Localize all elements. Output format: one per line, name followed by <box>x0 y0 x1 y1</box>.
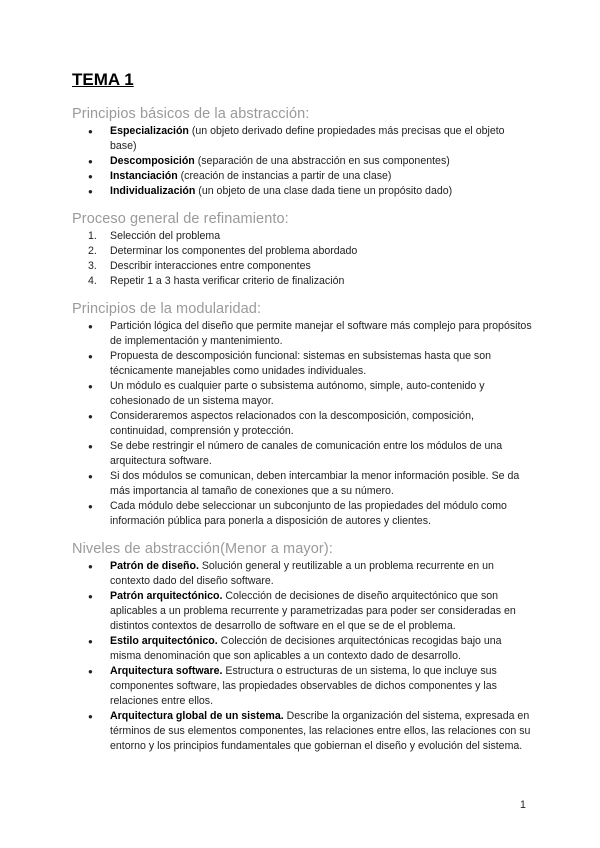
term: Patrón arquitectónico. <box>110 590 223 602</box>
description: (separación de una abstracción en sus componentes) <box>194 155 450 167</box>
item-number: 4. <box>88 275 97 287</box>
section-heading-refinement: Proceso general de refinamiento: <box>72 211 289 227</box>
description: Estructura o estructuras de un sistema, lo que incluye sus componentes software, las propiedades observables de dichos componentes y las relaciones entre ellos. <box>110 665 497 707</box>
item-number: 3. <box>88 260 97 272</box>
description: (un objeto de una clase dada tiene un propósito dado) <box>195 185 453 197</box>
list-item <box>72 154 532 169</box>
description: Solución general y reutilizable a un problema recurrente en un contexto dado del diseño software. <box>110 560 494 587</box>
modularity-principles-list <box>72 319 532 529</box>
list-item <box>72 259 532 274</box>
document-title: TEMA 1 <box>72 70 134 89</box>
abstraction-levels-list <box>72 559 532 754</box>
list-item: ● Si dos módulos se comunican, deben intercambiar la menor información posible. Se da más importancia al tamaño de conexiones que a su número. <box>72 469 532 499</box>
refinement-steps-list <box>72 229 532 289</box>
term: Arquitectura global de un sistema. <box>110 710 284 722</box>
term: Especialización <box>110 125 189 137</box>
list-item: ● Un módulo es cualquier parte o subsistema autónomo, simple, auto-contenido y cohesionado de un sistema mayor. <box>72 379 532 409</box>
description: (creación de instancias a partir de una clase) <box>177 170 392 182</box>
term: Instanciación <box>110 170 178 182</box>
term: Descomposición <box>110 155 195 167</box>
description: Describe la organización del sistema, expresada en términos de sus elementos componentes, las relaciones entre ellos, las relaciones con su entorno y los principios fundamentales que gobiernan el diseño y evolución del sistema. <box>110 710 531 752</box>
abstraction-principles-list <box>72 124 532 199</box>
section-heading-abstraction-levels: Niveles de abstracción(Menor a mayor): <box>72 541 333 557</box>
item-text: Selección del problema <box>110 230 221 242</box>
term: Individualización <box>110 185 196 197</box>
list-item: ● Cada módulo debe seleccionar un subconjunto de las propiedades del módulo como información pública para ponerla a disposición de autores y clientes. <box>72 499 532 529</box>
list-item <box>72 244 532 259</box>
list-item: ● Propuesta de descomposición funcional: sistemas en subsistemas hasta que son técnicamente manejables como unidades individuales. <box>72 349 532 379</box>
list-item <box>72 169 532 184</box>
list-item <box>72 184 532 199</box>
list-item <box>72 124 532 154</box>
list-item: ● Se debe restringir el número de canales de comunicación entre los módulos de una arquitectura software. <box>72 439 532 469</box>
list-item <box>72 664 532 709</box>
item-text: Describir interacciones entre componentes <box>110 260 311 272</box>
description: Colección de decisiones arquitectónicas recogidas bajo una misma denominación que son aplicables a un contexto dado de desarrollo. <box>110 635 502 662</box>
section-heading-abstraction: Principios básicos de la abstracción: <box>72 106 310 122</box>
term: Patrón de diseño. <box>110 560 199 572</box>
description: Colección de decisiones de diseño arquitectónico que son aplicables a un problema recurrente y parametrizadas para poder ser consideradas en distintos contextos de desarrollo de software en el que se de el problema. <box>110 590 516 632</box>
item-text: Repetir 1 a 3 hasta verificar criterio de finalización <box>110 275 345 287</box>
list-item: ● Consideraremos aspectos relacionados con la descomposición, composición, continuidad, comprensión y protección. <box>72 409 532 439</box>
list-item <box>72 559 532 589</box>
list-item <box>72 589 532 634</box>
list-item <box>72 709 532 754</box>
item-number: 1. <box>88 230 97 242</box>
term: Estilo arquitectónico. <box>110 635 218 647</box>
list-item <box>72 274 532 289</box>
page-number: 1 <box>520 799 526 811</box>
item-text: Determinar los componentes del problema abordado <box>110 245 358 257</box>
term: Arquitectura software. <box>110 665 223 677</box>
item-number: 2. <box>88 245 97 257</box>
description: (un objeto derivado define propiedades más precisas que el objeto base) <box>110 125 505 152</box>
list-item: ● Partición lógica del diseño que permite manejar el software más complejo para propósitos de implementación y mantenimiento. <box>72 319 532 349</box>
list-item <box>72 634 532 664</box>
document-page <box>72 70 532 766</box>
section-heading-modularity: Principios de la modularidad: <box>72 301 262 317</box>
list-item <box>72 229 532 244</box>
